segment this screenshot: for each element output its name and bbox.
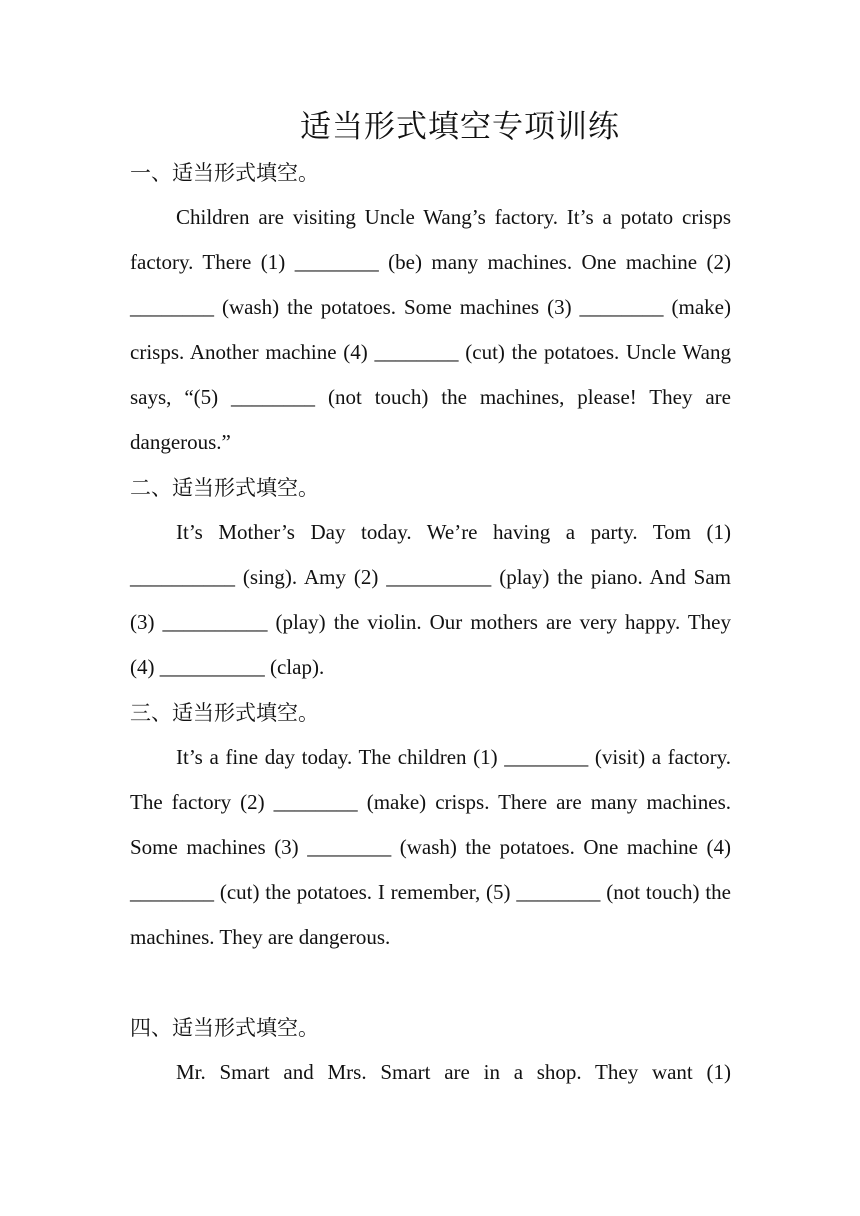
section-2-heading: 二、适当形式填空。 [130, 476, 319, 500]
section-3-paragraph: It’s a fine day today. The children (1) ________ (visit) a factory. The factory (2) ________ (make) crisps. There are many machines. Some machines (3) ________ (wash) the potatoes. One machine (4) ________ (cut) the potatoes. I remember, (5) ________ (not touch) the machines. They are dangerous. [130, 745, 731, 949]
section-2-paragraph: It’s Mother’s Day today. We’re having a party. Tom (1) __________ (sing). Amy (2) __________ (play) the piano. And Sam (3) __________ (play) the violin. Our mothers are very happy. They (4) __________ (clap). [130, 520, 731, 679]
section-3-heading: 三、适当形式填空。 [130, 701, 319, 725]
section-1-paragraph: Children are visiting Uncle Wang’s factory. It’s a potato crisps factory. There (1) ________ (be) many machines. One machine (2) ________ (wash) the potatoes. Some machines (3) ________ (make) crisps. Another machine (4) ________ (cut) the potatoes. Uncle Wang says, “(5) ________ (not touch) the machines, please! They are dangerous.” [130, 205, 731, 454]
section-4-paragraph: Mr. Smart and Mrs. Smart are in a shop. They want (1) [176, 1060, 731, 1084]
section-1-heading: 一、适当形式填空。 [130, 161, 319, 185]
section-4-heading: 四、适当形式填空。 [130, 1016, 319, 1040]
page-title: 适当形式填空专项训练 [300, 109, 620, 144]
